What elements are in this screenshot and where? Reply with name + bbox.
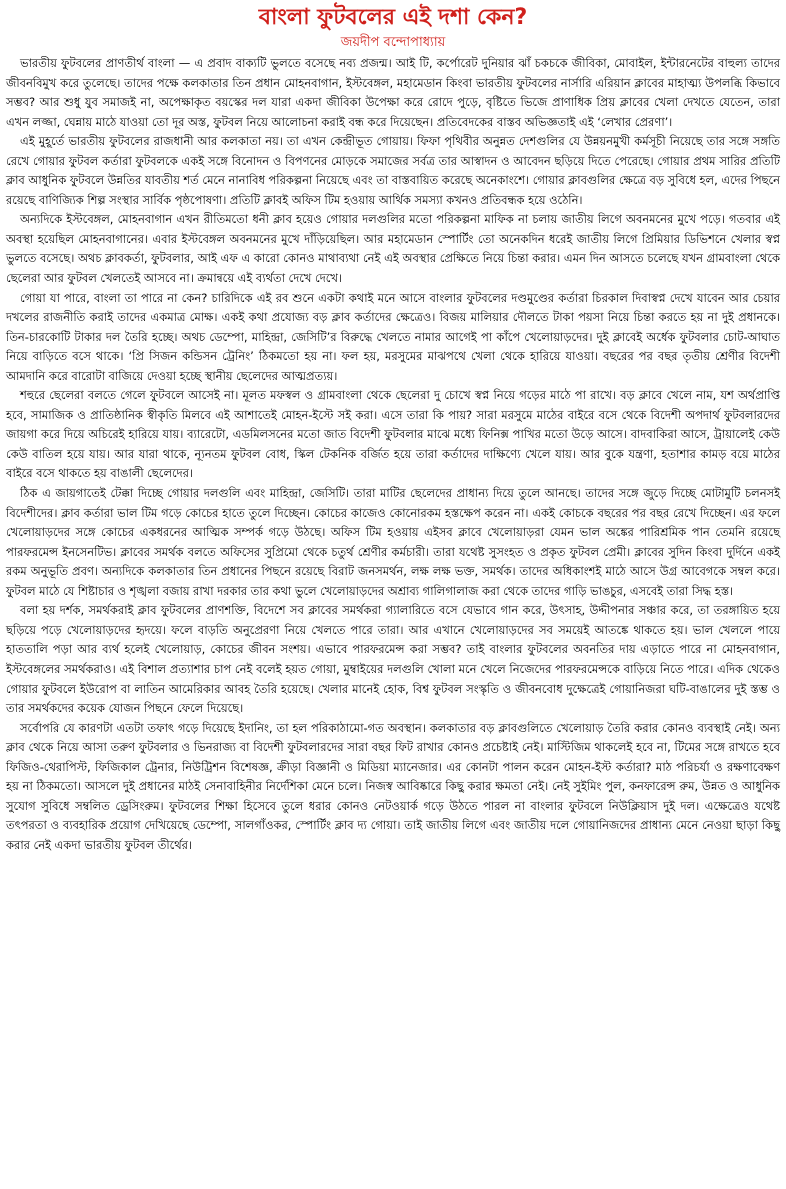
article-body (6, 54, 780, 855)
article-title: বাংলা ফুটবলের এই দশা কেন? (258, 5, 528, 30)
article-author: জয়দীপ বন্দোপাধ্যায় (340, 35, 446, 50)
article-paragraph: শহুরে ছেলেরা বলতে গেলে ফুটবলে আসেই না। মূলত মফস্বল ও গ্রামবাংলা থেকে ছেলেরা দু চোখে স্বপ্ন নিয়ে গড়ের মাঠে পা রাখে। বড় ক্লাবে খেলে নাম, যশ অর্থপ্রাপ্তি হবে, সামাজিক ও প্রাতিষ্ঠানিক স্বীকৃতি মিলবে এই আশাতেই মোহন-ইস্টে সই করা। এসে তারা কি পায়? সারা মরসুমে মাঠের বাইরে বসে থেকে বিদেশী অপদার্থ ফুটবলারদের জায়গা করে দিয়ে অচিরেই হারিয়ে যায়। ব্যারেটো, এডমিলসনের মতো জাত বিদেশী ফুটবলার মাঝে মধ্যে ফিনিক্স পাখির মতো উড়ে আসে। বাদবাকিরা আসে, ট্রায়ালেই কেউ কেউ বাতিল হয়ে যায়। আর যারা থাকে, ন্যূনতম ফুটবল বোধ, স্কিল টেকনিক বর্জিত হয়ে তারা কর্তাদের দাক্ষিণ্যে খেলে যায়। আর বুকে যন্ত্রণা, হতাশার কামড় বয়ে মাঠের বাইরে বসে থাকতে হয় বাঙালী ছেলেদের। (6, 388, 780, 481)
article-paragraph: গোয়া যা পারে, বাংলা তা পারে না কেন? চারিদিকে এই রব শুনে একটা কথাই মনে আসে বাংলার ফুটবলের দণ্ডমুণ্ডের কর্তারা চিরকাল দিবাস্বপ্ন দেখে যাবেন আর চেয়ার দখলের রাজনীতি করাই তাদের একমাত্র মোক্ষ। একই কথা প্রযোজ্য বড় ক্লাব কর্তাদের ক্ষেত্রেও। বিজয় মালিয়ার দৌলতে টাকা পয়সা নিয়ে চিন্তা করতে হয় না দুই প্রধানকে। তিন-চারকোটি টাকার দল তৈরি হচ্ছে। অথচ ডেম্পো, মাহিন্দ্রা, জেসিটি’র বিরুদ্ধে খেলতে নামার আগেই পা কাঁপে খেলোয়াড়দের। দুই ক্লাবেই অর্ধেক ফুটবলার চোট-আঘাত নিয়ে বাড়িতে বসে থাকে। ‘প্রি সিজন কন্ডিসন ট্রেনিং’ ঠিকমতো হয় না। ফল হয়, মরসুমের মাঝপথে খেলা থেকে হারিয়ে যাওয়া। বছরের পর বছর তৃতীয় শ্রেণীর বিদেশী আমদানি করে বারোটা বাজিয়ে দেওয়া হচ্ছে স্থানীয় ছেলেদের আত্মপ্রত্যয়। (6, 290, 780, 383)
article-paragraph: ভারতীয় ফুটবলের প্রাণতীর্থ বাংলা — এ প্রবাদ বাক্যটি ভুলতে বসেছে নব্য প্রজন্ম। আই টি, কর্পোরেট দুনিয়ার ঝাঁ চকচকে জীবিকা, মোবাইল, ইন্টারনেটের বাহুল্য তাদের জীবনবিমুখ করে তুলেছে। তাদের পক্ষে কলকাতার তিন প্রধান মোহনবাগান, ইস্টবেঙ্গল, মহামেডান কিংবা ভারতীয় ফুটবলের নার্সারি এরিয়ান ক্লাবের মাহাত্ম্য উপলব্ধি কিভাবে সম্ভব? আর শুধু যুব সমাজই না, অপেক্ষাকৃত বয়স্কের দল যারা একদা জীবিকা উপেক্ষা করে রোদে পুড়ে, বৃষ্টিতে ভিজে প্রাণাধিক প্রিয় ক্লাবের খেলা দেখতে যেতেন, তারা এখন লজ্জা, ঘেন্নায় মাঠে যাওয়া তো দূর অস্ত, ফুটবল নিয়ে আলোচনা করাই বন্ধ করে দিয়েছেন। প্রতিবেদকের বাস্তব অভিজ্ঞতাই এই ‘লেখার প্রেরণা’। (6, 56, 780, 129)
article-paragraph: অন্যদিকে ইস্টবেঙ্গল, মোহনবাগান এখন রীতিমতো ধনী ক্লাব হয়েও গোয়ার দলগুলির মতো পরিকল্পনা মাফিক না চলায় জাতীয় লিগে অবনমনের মুখে পড়ে। গতবার এই অবস্থা হয়েছিল মোহনবাগানের। এবার ইস্টবেঙ্গল অবনমনের মুখে দাঁড়িয়েছিল। আর মহামেডান স্পোর্টিং তো অনেকদিন ধরেই জাতীয় লিগে প্রিমিয়ার ডিভিশনে খেলার স্বপ্ন ভুলতে বসেছে। অথচ ক্লাবকর্তা, ফুটবলার, আই এফ এ কারো কোনও মাথাব্যথা নেই এই অবস্থার প্রেক্ষিতে নিয়ে চিন্তা করার। এমন দিন আসতে চলেছে যখন গ্রামবাংলা থেকে ছেলেরা আর ফুটবল খেলতেই আসবে না। ক্রমান্বয়ে এই ব্যর্থতা দেখে দেখে। (6, 212, 780, 286)
article-paragraph: সর্বোপরি যে কারণটা এতটা তফাৎ গড়ে দিয়েছে ইদানিং, তা হল পরিকাঠামো-গত অবস্থান। কলকাতার বড় ক্লাবগুলিতে খেলোয়াড় তৈরি করার কোনও ব্যবস্থাই নেই। অন্য ক্লাব থেকে নিয়ে আসা তরুণ ফুটবলার ও ভিনরাজ্য বা বিদেশী ফুটবলারদের সারা বছর ফিট রাখার কোনও প্রচেষ্টাই নেই। মাস্টিজিম থাকলেই হবে না, টিমের সঙ্গে রাখতে হবে ফিজিও-থেরাপিস্ট, ফিজিকাল ট্রেনার, নিউট্রিশন বিশেষজ্ঞ, ক্রীড়া বিজ্ঞানী ও মিডিয়া ম্যানেজার। এর কোনটা পালন করেন মোহন-ইস্ট কর্তারা? মাঠ পরিচর্যা ও রক্ষণাবেক্ষণ হয় না ঠিকমতো। আসলে দুই প্রধানের মাঠই সেনাবাহিনীর নির্দেশিকা মেনে চলে। নিজস্ব আবিষ্কারে কিছু করার ক্ষমতা নেই। নেই সুইমিং পুল, কনফারেন্স রুম, উন্নত ও আধুনিক সুযোগ সুবিধে সম্বলিত ড্রেসিংরুম। ফুটবলের শিক্ষা হিসেবে তুলে ধরার কোনও নেটওয়ার্ক গড়ে উঠতে পারল না বাংলার ফুটবলে নিউক্লিয়াস দুই দল। এক্ষেত্রেও যথেষ্ট তৎপরতা ও ব্যবহারিক প্রয়োগ দেখিয়েছে ডেম্পো, সালগাঁওকর, স্পোর্টিং ক্লাব দ্য গোয়া। তাই জাতীয় লিগে এবং জাতীয় দলে গোয়ানিজদের প্রাধান্য মেনে নেওয়া ছাড়া কিছু করার নেই একদা ভারতীয় ফুটবল তীর্থের। (6, 720, 780, 852)
article-paragraph: এই মুহূর্তে ভারতীয় ফুটবলের রাজধানী আর কলকাতা নয়। তা এখন কেন্দ্রীভূত গোয়ায়। ফিফা পৃথিবীর অনুন্নত দেশগুলির যে উন্নয়নমুখী কর্মসূচী নিয়েছে তার সঙ্গে সঙ্গতি রেখে গোয়ার ফুটবল কর্তারা ফুটবলকে একই সঙ্গে বিনোদন ও বিপণনের মোড়কে সমাজের সর্বত্র তার আস্বাদন ও আবেদন ছড়িয়ে দিতে পেরেছে। গোয়ার প্রথম সারির প্রতিটি ক্লাব আধুনিক ফুটবলে উন্নতির যাবতীয় শর্ত মেনে নানাবিধ পরিকল্পনা নিয়েছে এবং তা বাস্তবায়িত করেছে অনেকাংশে। গোয়ার ক্লাবগুলির ক্ষেত্রে বড় সুবিধে হল, এদের পিছনে রয়েছে বাণিজ্যিক শিল্প সংস্থার সার্বিক পৃষ্ঠপোষণা। প্রতিটি ক্লাবই অফিস টিম হওয়ায় আর্থিক সমস্যা কখনও প্রতিবন্ধক হয়ে ওঠেনি। (6, 134, 780, 207)
article-paragraph: বলা হয় দর্শক, সমর্থকরাই ক্লাব ফুটবলের প্রাণশক্তি, বিদেশে সব ক্লাবের সমর্থকরা গ্যালারিতে বসে যেভাবে গান করে, উৎসাহ, উদ্দীপনার সঞ্চার করে, তা তরঙ্গায়িত হয়ে ছড়িয়ে পড়ে খেলোয়াড়দের হৃদয়ে। ফলে বাড়তি অনুপ্রেরণা নিয়ে খেলতে পারে তারা। আর এখানে খেলোয়াড়দের সব সময়েই আতঙ্কে থাকতে হয়। ভাল খেললে পায়ে হাততালি পড়া আর ব্যর্থ হলেই খেলোয়াড়, কোচের জীবন সংশয়। এভাবে পারফরমেন্স করা সম্ভব? তাই বাংলার ফুটবলের অবনতির দায় এড়াতে পারে না মোহনবাগান, ইস্টবেঙ্গলের সমর্থকরাও। এই বিশাল প্রত্যাশার চাপ নেই বলেই হয়ত গোয়া, মুম্বাইয়ের দলগুলি খোলা মনে খেলে নিজেদের পারফরমেন্সকে বাড়িয়ে নিতে পারে। এদিক থেকেও গোয়ার ফুটবলে ইউরোপ বা লাতিন আমেরিকার আবহ তৈরি হয়েছে। খেলার মানেই হোক, বিশ্ব ফুটবল সংস্কৃতি ও জীবনবোধ দুক্ষেত্রেই গোয়ানিজরা ঘটি-বাঙালের দুই স্তম্ভ ও তার সমর্থকদের কয়েক যোজন পিছনে ফেলে দিয়েছে। (6, 603, 780, 716)
article-paragraph: ঠিক এ জায়গাতেই টেক্কা দিচ্ছে গোয়ার দলগুলি এবং মাহিন্দ্রা, জেসিটি। তারা মাটির ছেলেদের প্রাধান্য দিয়ে তুলে আনছে। তাদের সঙ্গে জুড়ে দিচ্ছে মোটামুটি চলনসই বিদেশীদের। ক্লাব কর্তারা ভাল টিম গড়ে কোচের হাতে তুলে দিচ্ছেন। কোচের কাজেও কোনোরকম হস্তক্ষেপ করেন না। একই কোচকে বছরের পর বছর রেখে দিচ্ছেন। এর ফলে খেলোয়াড়দের সঙ্গে কোচের একধরনের আত্মিক সম্পর্ক গড়ে উঠছে। অফিস টিম হওয়ায় এইসব ক্লাবে খেলোয়াড়রা যেমন ভাল অঙ্কের পারিশ্রমিক পান তেমনি রয়েছে পারফরমেন্স ইনসেনটিভ। ক্লাবের সমর্থক বলতে অফিসের সুপ্রিমো থেকে চতুর্থ শ্রেণীর কর্মচারী। তারা যথেষ্ট সুসংহত ও প্রকৃত ফুটবল প্রেমী। ক্লাবের সুদিন কিংবা দুর্দিনে একই রকম অনুভূতি প্রবণ। অন্যদিকে কলকাতার তিন প্রধানের পিছনে রয়েছে বিরাট জনসমর্থন, লক্ষ লক্ষ ভক্ত, সমর্থক। তাদের অধিকাংশই মাঠে আসে উগ্র আবেগকে সম্বল করে। ফুটবল মাঠে যে শিষ্টাচার ও শৃঙ্খলা বজায় রাখা দরকার তার কথা ভুলে খেলোয়াড়দের অশ্রাব্য গালিগালাজ করা থেকে তাদের গাড়ি ভাঙচুর, এসবেই তারা সিদ্ধ হস্ত। (6, 486, 780, 598)
